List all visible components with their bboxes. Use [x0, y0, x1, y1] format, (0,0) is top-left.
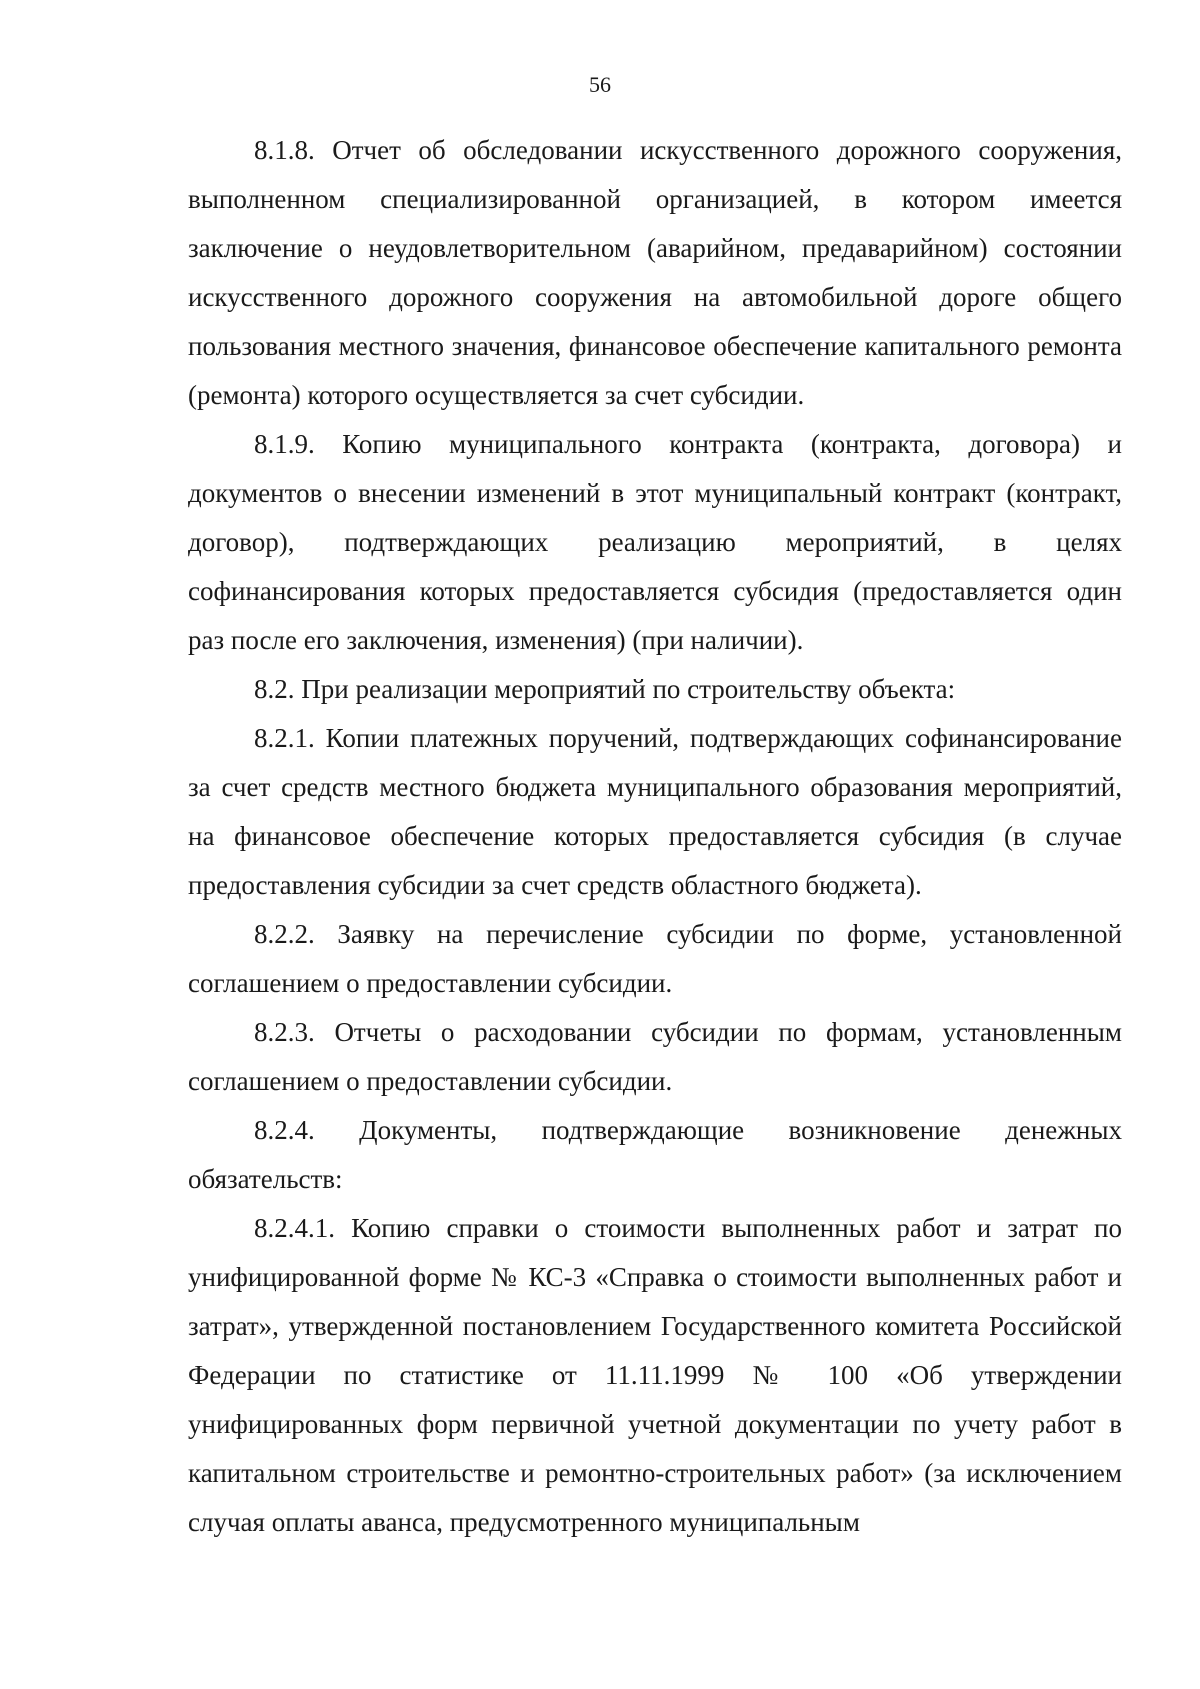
- paragraph-8-2-4: 8.2.4. Документы, подтверждающие возникновение денежных обязательств:: [188, 1115, 1122, 1194]
- document-body: [188, 126, 1122, 1547]
- paragraph-8-2-4-1: 8.2.4.1. Копию справки о стоимости выполненных работ и затрат по унифицированной форме № КС-3 «Справка о стоимости выполненных работ и затрат», утвержденной постановлением Государственного комитета Российской Федерации по статистике от 11.11.1999 № 100 «Об утверждении унифицированных форм первичной учетной документации по учету работ в капитальном строительстве и ремонтно-строительных работ» (за исключением случая оплаты аванса, предусмотренного муниципальным: [188, 1213, 1122, 1537]
- paragraph-8-2: 8.2. При реализации мероприятий по строительству объекта:: [254, 674, 956, 704]
- paragraph-8-1-9: 8.1.9. Копию муниципального контракта (контракта, договора) и документов о внесении изменений в этот муниципальный контракт (контракт, договор), подтверждающих реализацию мероприятий, в целях софинансирования которых предоставляется субсидия (предоставляется один раз после его заключения, изменения) (при наличии).: [188, 429, 1122, 655]
- paragraph-8-2-2: 8.2.2. Заявку на перечисление субсидии по форме, установленной соглашением о предоставлении субсидии.: [188, 919, 1122, 998]
- page-number: 56: [589, 72, 611, 97]
- paragraph-8-2-3: 8.2.3. Отчеты о расходовании субсидии по формам, установленным соглашением о предоставлении субсидии.: [188, 1017, 1122, 1096]
- paragraph-8-2-1: 8.2.1. Копии платежных поручений, подтверждающих софинансирование за счет средств местного бюджета муниципального образования мероприятий, на финансовое обеспечение которых предоставляется субсидия (в случае предоставления субсидии за счет средств областного бюджета).: [188, 723, 1122, 900]
- paragraph-8-1-8: 8.1.8. Отчет об обследовании искусственного дорожного сооружения, выполненном специализированной организацией, в котором имеется заключение о неудовлетворительном (аварийном, предаварийном) состоянии искусственного дорожного сооружения на автомобильной дороге общего пользования местного значения, финансовое обеспечение капитального ремонта (ремонта) которого осуществляется за счет субсидии.: [188, 135, 1122, 410]
